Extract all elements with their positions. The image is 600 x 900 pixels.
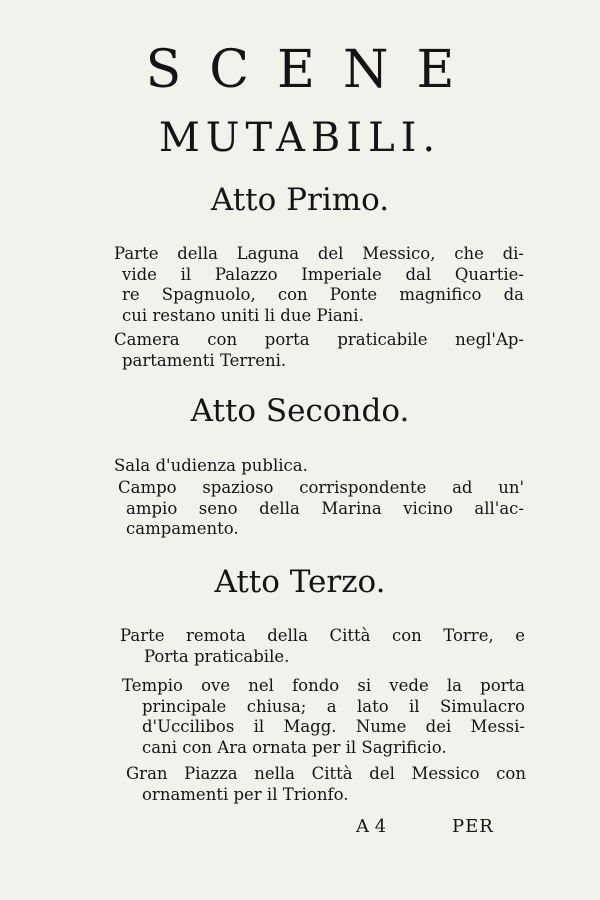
act-heading-1: Atto Primo. (210, 182, 390, 218)
scene-line: ornamenti per il Trionfo. (142, 784, 349, 804)
scene-2-2 (114, 478, 524, 540)
scene-1-1 (114, 244, 524, 326)
scene-line: Porta praticabile. (144, 646, 290, 666)
scene-line: Camera con porta praticabile negl'Ap- (114, 330, 524, 349)
scene-line: Campo spazioso corrispondente ad un' (118, 478, 524, 497)
scene-2-1 (114, 456, 524, 477)
scene-line: d'Uccilibos il Magg. Nume dei Messi- (142, 717, 525, 736)
scene-line: Sala d'udienza publica. (114, 456, 308, 475)
scene-3-2 (122, 676, 525, 758)
scene-line: partamenti Terreni. (122, 350, 287, 370)
scene-1-2 (114, 330, 524, 371)
scene-3-1 (120, 626, 525, 667)
scene-line: campamento. (126, 519, 239, 538)
scene-line: vide il Palazzo Imperiale dal Quartie- (122, 264, 524, 284)
act-heading-3: Atto Terzo. (214, 564, 386, 600)
page-title: SCENE (145, 40, 483, 100)
scene-line: principale chiusa; a lato il Simulacro (142, 696, 525, 716)
act-heading-2: Atto Secondo. (190, 393, 410, 429)
scene-line: re Spagnuolo, con Ponte magnifico da (122, 285, 524, 304)
signature-mark: A 4 (356, 816, 387, 837)
scene-line: cani con Ara ornata per il Sagrificio. (142, 737, 447, 757)
catchword: PER (452, 816, 494, 837)
scene-line: Parte della Laguna del Messico, che di- (114, 244, 524, 263)
page-subtitle: MUTABILI. (158, 115, 442, 161)
scene-line: cui restano uniti li due Piani. (122, 305, 364, 325)
scene-line: Parte remota della Città con Torre, e (120, 626, 525, 645)
scene-line: Gran Piazza nella Città del Messico con (126, 764, 526, 783)
scene-line: Tempio ove nel fondo si vede la porta (122, 676, 525, 695)
scene-line: ampio seno della Marina vicino all'ac- (126, 498, 524, 518)
scene-3-3 (126, 764, 526, 805)
